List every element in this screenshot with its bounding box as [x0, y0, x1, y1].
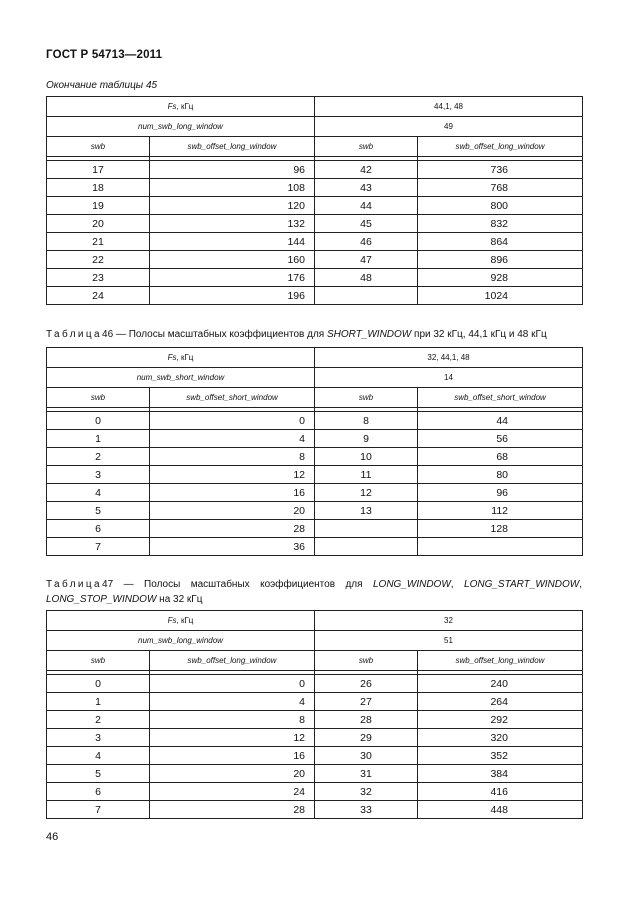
- table-cell: 12: [150, 729, 315, 747]
- table-cell: [315, 538, 418, 556]
- table-cell: 0: [47, 675, 150, 693]
- table-cell: 264: [418, 693, 583, 711]
- table-cell: 768: [418, 179, 583, 197]
- table47-caption: Таблица47 — Полосы масштабных коэффициентов для LONG_WINDOW, LONG_START_WINDOW, LONG_STOP_WINDOW на 32 кГц: [46, 579, 582, 605]
- col-swb: swb: [315, 651, 418, 671]
- table-cell: 1024: [418, 287, 583, 305]
- col-offset: swb_offset_long_window: [418, 137, 583, 157]
- col-offset: swb_offset_long_window: [150, 651, 315, 671]
- num-row: [47, 117, 583, 137]
- table-cell: 7: [47, 538, 150, 556]
- fs-value: 32, 44,1, 48: [315, 348, 583, 368]
- table-cell: 20: [150, 502, 315, 520]
- fs-row: [47, 97, 583, 117]
- table-cell: 2: [47, 711, 150, 729]
- table-row: [47, 287, 583, 305]
- table-cell: 28: [150, 520, 315, 538]
- table-cell: 56: [418, 430, 583, 448]
- table-cell: 132: [150, 215, 315, 233]
- table-cell: 6: [47, 520, 150, 538]
- table-cell: 800: [418, 197, 583, 215]
- table-cell: 8: [150, 711, 315, 729]
- num-label: num_swb_short_window: [47, 368, 315, 388]
- table-cell: 352: [418, 747, 583, 765]
- table-cell: 16: [150, 484, 315, 502]
- table-row: [47, 161, 583, 179]
- table-cell: 4: [150, 693, 315, 711]
- table-cell: 4: [47, 747, 150, 765]
- page-number: 46: [46, 831, 59, 843]
- table-row: [47, 484, 583, 502]
- table-cell: 1: [47, 430, 150, 448]
- table-cell: 80: [418, 466, 583, 484]
- table-cell: 120: [150, 197, 315, 215]
- table-cell: 448: [418, 801, 583, 819]
- table-row: [47, 801, 583, 819]
- table46-caption: Таблица46 — Полосы масштабных коэффициентов для SHORT_WINDOW при 32 кГц, 44,1 кГц и 48 кГц: [46, 329, 547, 340]
- table-cell: 48: [315, 269, 418, 287]
- table-row: [47, 197, 583, 215]
- table-row: [47, 448, 583, 466]
- table-cell: 43: [315, 179, 418, 197]
- table-cell: 240: [418, 675, 583, 693]
- table-cell: 28: [315, 711, 418, 729]
- table-cell: 12: [315, 484, 418, 502]
- table-cell: 896: [418, 251, 583, 269]
- table-cell: 0: [150, 675, 315, 693]
- table-cell: 20: [150, 765, 315, 783]
- table-cell: 23: [47, 269, 150, 287]
- table-cell: 0: [47, 412, 150, 430]
- table-cell: 44: [315, 197, 418, 215]
- table-cell: 45: [315, 215, 418, 233]
- table-cell: 4: [150, 430, 315, 448]
- table-cell: 36: [150, 538, 315, 556]
- num-label: num_swb_long_window: [47, 631, 315, 651]
- table-cell: 17: [47, 161, 150, 179]
- num-row: [47, 631, 583, 651]
- table-cell: 46: [315, 233, 418, 251]
- table-cell: 68: [418, 448, 583, 466]
- table-cell: 4: [47, 484, 150, 502]
- table-row: [47, 502, 583, 520]
- num-label: num_swb_long_window: [47, 117, 315, 137]
- table-cell: 13: [315, 502, 418, 520]
- table-cell: 29: [315, 729, 418, 747]
- table-row: [47, 251, 583, 269]
- table-cell: 160: [150, 251, 315, 269]
- table-cell: 864: [418, 233, 583, 251]
- table-row: [47, 675, 583, 693]
- table-cell: 0: [150, 412, 315, 430]
- column-header-row: [47, 137, 583, 157]
- table-cell: 176: [150, 269, 315, 287]
- col-offset: swb_offset_long_window: [150, 137, 315, 157]
- table-row: [47, 538, 583, 556]
- table-cell: 128: [418, 520, 583, 538]
- table-cell: 3: [47, 729, 150, 747]
- table-row: [47, 466, 583, 484]
- table-row: [47, 747, 583, 765]
- table-cell: 18: [47, 179, 150, 197]
- table-cell: 832: [418, 215, 583, 233]
- table-cell: 96: [418, 484, 583, 502]
- num-value: 14: [315, 368, 583, 388]
- table-cell: 8: [150, 448, 315, 466]
- table-cell: 32: [315, 783, 418, 801]
- fs-value: 32: [315, 611, 583, 631]
- column-header-row: [47, 388, 583, 408]
- table45-caption: Окончание таблицы 45: [46, 80, 158, 91]
- fs-label: Fs, кГц: [47, 611, 315, 631]
- table-cell: 6: [47, 783, 150, 801]
- num-value: 49: [315, 117, 583, 137]
- table-row: [47, 520, 583, 538]
- table-46: [46, 347, 583, 556]
- table-cell: 44: [418, 412, 583, 430]
- table-cell: 928: [418, 269, 583, 287]
- table-cell: 416: [418, 783, 583, 801]
- table-cell: 5: [47, 765, 150, 783]
- fs-label: Fs, кГц: [47, 97, 315, 117]
- table-row: [47, 179, 583, 197]
- table-cell: [315, 520, 418, 538]
- table-cell: 144: [150, 233, 315, 251]
- table-row: [47, 765, 583, 783]
- table-cell: 7: [47, 801, 150, 819]
- table-cell: 26: [315, 675, 418, 693]
- table-cell: 1: [47, 693, 150, 711]
- fs-label: Fs, кГц: [47, 348, 315, 368]
- table-cell: 2: [47, 448, 150, 466]
- table-row: [47, 711, 583, 729]
- table-cell: 27: [315, 693, 418, 711]
- table-cell: 3: [47, 466, 150, 484]
- table-cell: 9: [315, 430, 418, 448]
- col-swb: swb: [315, 137, 418, 157]
- table-45: [46, 96, 583, 305]
- table-row: [47, 729, 583, 747]
- table-cell: [418, 538, 583, 556]
- table-cell: 31: [315, 765, 418, 783]
- col-offset: swb_offset_long_window: [418, 651, 583, 671]
- table-cell: 292: [418, 711, 583, 729]
- col-swb: swb: [315, 388, 418, 408]
- table-cell: 28: [150, 801, 315, 819]
- table-row: [47, 693, 583, 711]
- table-47: [46, 610, 583, 819]
- fs-row: [47, 611, 583, 631]
- col-swb: swb: [47, 388, 150, 408]
- table-cell: 42: [315, 161, 418, 179]
- table-cell: 33: [315, 801, 418, 819]
- num-row: [47, 368, 583, 388]
- table-row: [47, 233, 583, 251]
- col-offset: swb_offset_short_window: [150, 388, 315, 408]
- table-row: [47, 269, 583, 287]
- table-cell: 112: [418, 502, 583, 520]
- table-cell: 384: [418, 765, 583, 783]
- num-value: 51: [315, 631, 583, 651]
- table-cell: 10: [315, 448, 418, 466]
- table-cell: 47: [315, 251, 418, 269]
- table-cell: 22: [47, 251, 150, 269]
- table-cell: 16: [150, 747, 315, 765]
- table-cell: 21: [47, 233, 150, 251]
- table-cell: 12: [150, 466, 315, 484]
- document-header: ГОСТ Р 54713—2011: [46, 49, 163, 61]
- table-cell: 8: [315, 412, 418, 430]
- table-cell: 108: [150, 179, 315, 197]
- table-cell: 20: [47, 215, 150, 233]
- table-row: [47, 430, 583, 448]
- table-cell: 11: [315, 466, 418, 484]
- table-row: [47, 215, 583, 233]
- table-row: [47, 412, 583, 430]
- table-cell: 196: [150, 287, 315, 305]
- col-offset: swb_offset_short_window: [418, 388, 583, 408]
- table-cell: 96: [150, 161, 315, 179]
- col-swb: swb: [47, 137, 150, 157]
- col-swb: swb: [47, 651, 150, 671]
- table-cell: 320: [418, 729, 583, 747]
- table-cell: 736: [418, 161, 583, 179]
- column-header-row: [47, 651, 583, 671]
- fs-row: [47, 348, 583, 368]
- table-cell: 24: [47, 287, 150, 305]
- table-cell: 5: [47, 502, 150, 520]
- table-cell: 19: [47, 197, 150, 215]
- table-cell: 24: [150, 783, 315, 801]
- table-row: [47, 783, 583, 801]
- fs-value: 44,1, 48: [315, 97, 583, 117]
- table-cell: 30: [315, 747, 418, 765]
- table-cell: [315, 287, 418, 305]
